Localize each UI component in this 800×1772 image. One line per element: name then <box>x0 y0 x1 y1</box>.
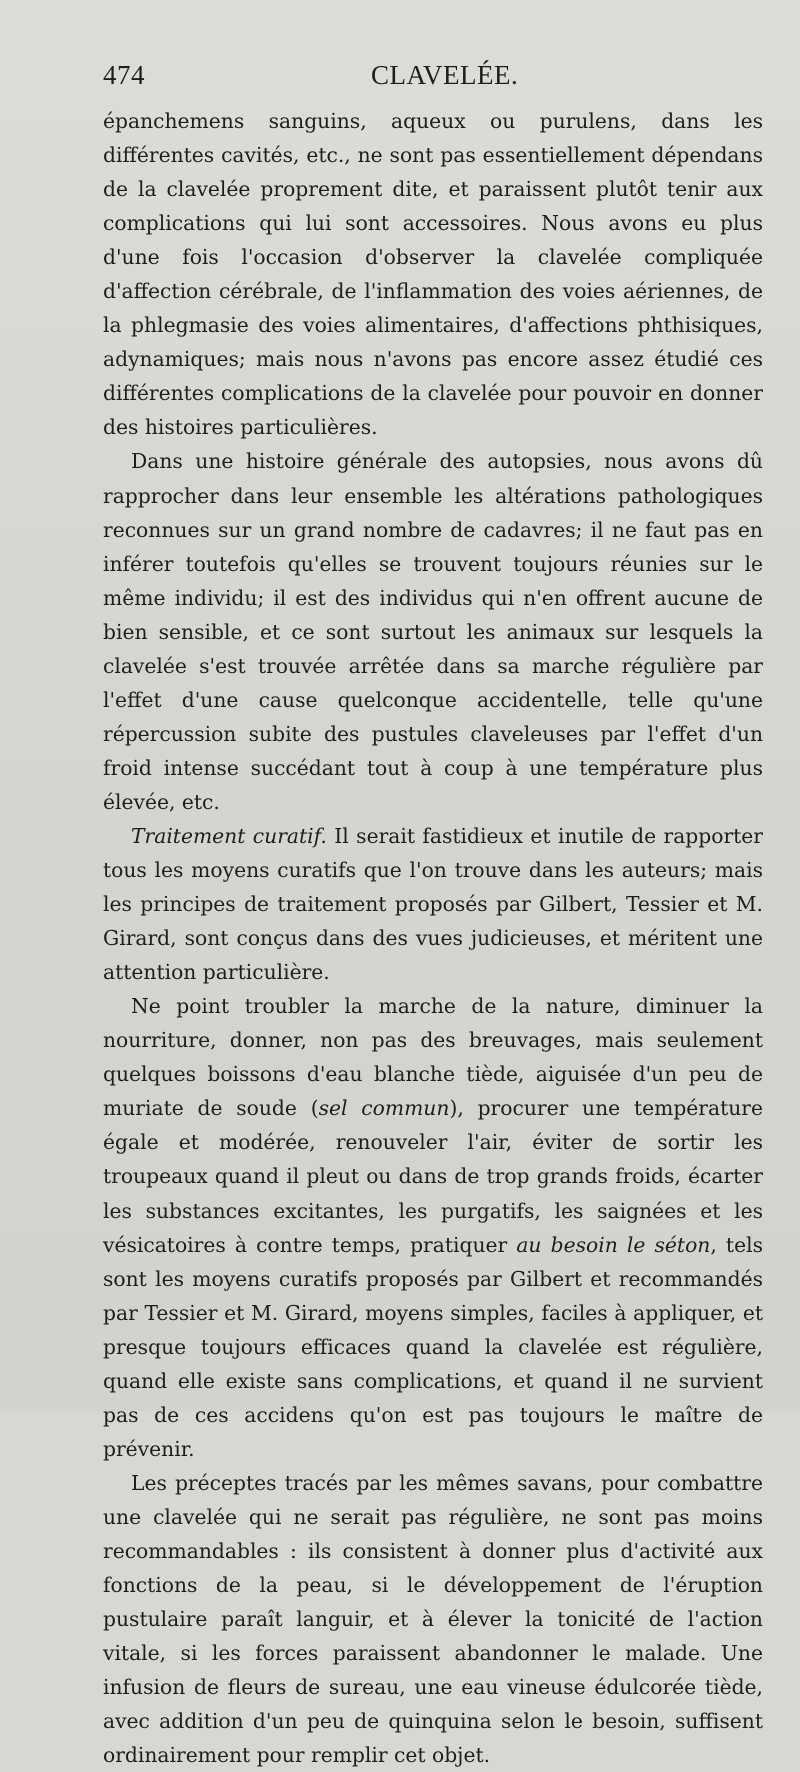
paragraph-4-text-after: , tels sont les moyens curatifs proposés par Gilbert et recommandés par Tessier et M. Girard, moyens simples, faciles à appliquer, et presque toujours efficaces quand la clavelée est régulière, quand elle existe sans complications, et quand il ne survient pas de ces accidens qu'on est pas toujours le maître de prévenir. <box>103 1232 763 1461</box>
section-heading-traitement-curatif: Traitement curatif. <box>131 823 327 848</box>
paragraph-5 <box>103 1466 763 1772</box>
italic-au-besoin-le-seton: au besoin le séton <box>516 1232 711 1257</box>
paragraph-3 <box>103 819 763 989</box>
paragraph-4-text-middle: ), procurer une température égale et modérée, renouveler l'air, éviter de sortir les troupeaux quand il pleut ou dans de trop grands froids, écarter les substances excitantes, les purgatifs, les saignées et les vésicatoires à contre temps, pratiquer <box>103 1096 764 1257</box>
paragraph-1 <box>103 104 763 444</box>
paragraph-4-text-before: Ne point troubler la marche de la nature, diminuer la nourriture, donner, non pas des breuvages, mais seulement quelques boissons d'eau blanche tiède, aiguisée d'un peu de muriate de soude ( <box>103 994 763 1121</box>
paragraph-3-text: Il serait fastidieux et inutile de rapporter tous les moyens curatifs que l'on trouve dans les auteurs; mais les principes de traitement proposés par Gilbert, Tessier et M. Girard, sont conçus dans des vues judicieuses, et méritent une attention particulière. <box>103 823 763 985</box>
italic-sel-commun: sel commun <box>318 1096 450 1121</box>
paragraph-4 <box>103 989 763 1466</box>
paragraph-1-text: épanchemens sanguins, aqueux ou purulens, dans les différentes cavités, etc., ne sont pas essentiellement dépendans de la clavelée proprement dite, et paraissent plutôt tenir aux complications qui lui sont accessoires. Nous avons eu plus d'une fois l'occasion d'observer la clavelée compliquée d'affection cérébrale, de l'inflammation des voies aériennes, de la phlegmasie des voies alimentaires, d'affections phthisiques, adynamiques; mais nous n'avons pas encore assez étudié ces différentes complications de la clavelée pour pouvoir en donner des histoires particulières. <box>103 109 763 440</box>
running-title: CLAVELÉE. <box>371 60 519 90</box>
paragraph-2 <box>103 444 763 819</box>
body-text <box>103 104 763 1772</box>
paragraph-5-text: Les préceptes tracés par les mêmes savans, pour combattre une clavelée qui ne serait pas régulière, ne sont pas moins recommandables : ils consistent à donner plus d'activité aux fonctions de la peau, si le développement de l'éruption pustulaire paraît languir, et à élever la tonicité de l'action vitale, si les forces paraissent abandonner le malade. Une infusion de fleurs de sureau, une eau vineuse édulcorée tiède, avec addition d'un peu de quinquina selon le besoin, suffisent ordinairement pour remplir cet objet. <box>103 1470 763 1768</box>
page-header <box>103 60 743 96</box>
paragraph-2-text: Dans une histoire générale des autopsies, nous avons dû rapprocher dans leur ensemble les altérations pathologiques reconnues sur un grand nombre de cadavres; il ne faut pas en inférer toutefois qu'elles se trouvent toujours réunies sur le même individu; il est des individus qui n'en offrent aucune de bien sensible, et ce sont surtout les animaux sur lesquels la clavelée s'est trouvée arrêtée dans sa marche régulière par l'effet d'une cause quelconque accidentelle, telle qu'une répercussion subite des pustules claveleuses par l'effet d'un froid intense succédant tout à coup à une température plus élevée, etc. <box>103 449 763 814</box>
page-number: 474 <box>103 60 145 90</box>
